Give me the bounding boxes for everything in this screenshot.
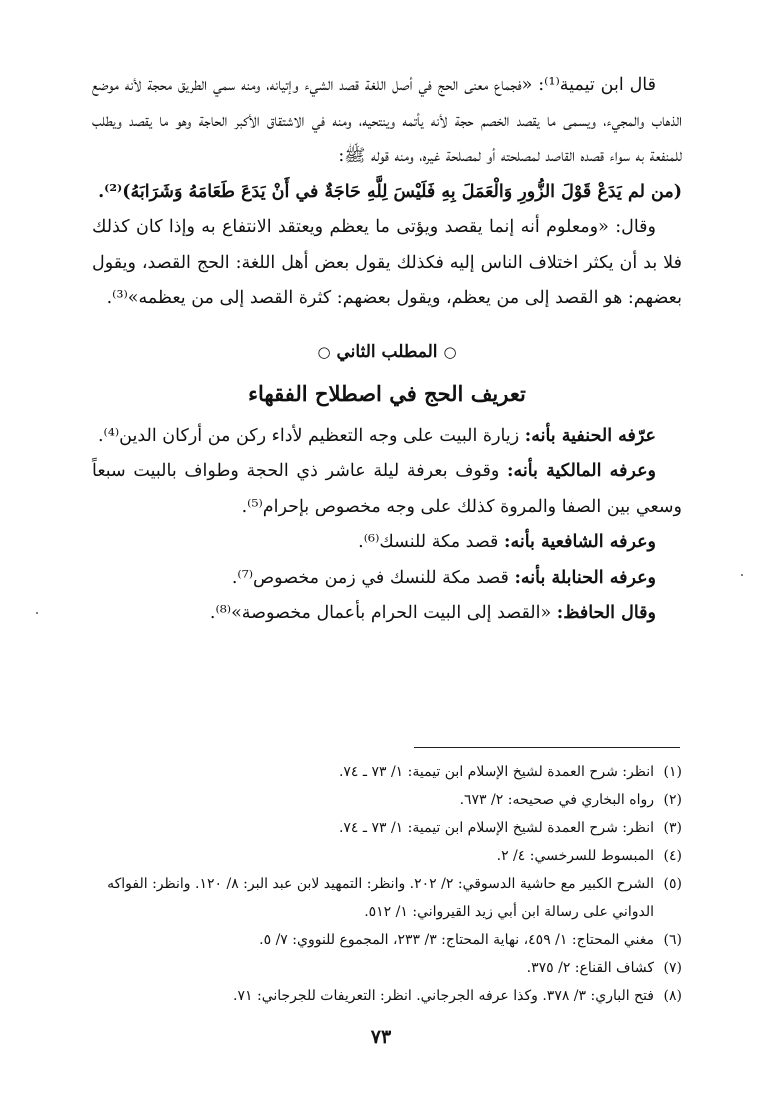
footnote-item <box>62 842 682 870</box>
main-text <box>92 68 682 632</box>
footnote-text: رواه البخاري في صحيحه: ٢/ ٦٧٣. <box>459 792 654 808</box>
ring-ornament-icon: ○ <box>317 342 331 361</box>
footnote-item <box>62 926 682 954</box>
definition-maliki <box>92 454 682 525</box>
footnote-item <box>62 982 682 1010</box>
paragraph-ibn-taymiyya: قال ابن تيمية⁽¹⁾: «فجماع معنى الحج في أصل اللغة قصد الشيء وإتيانه، ومنه سمي الطريق محجة لأنه موضع الذهاب والمجيء، ويسمى ما يقصد الخصم حجة لأنه يأتمه وينتحيه، ومنه في الاشتقاق الأكبر الحاجة وهو ما يقصد ويطلب للمنفعة به سواء قصده القاصد لمصلحته أو لمصلحة غيره، ومنه قوله ﷺ: <box>92 75 682 166</box>
ring-ornament-icon: ○ <box>443 342 457 361</box>
page-number: ٧٣ <box>370 1026 392 1048</box>
subheading-label: المطلب الثاني <box>336 341 438 362</box>
definition-lead: وعرفه الحنابلة بأنه: <box>514 567 656 588</box>
footnote-number: (٦) <box>663 932 682 948</box>
footnote-number: (١) <box>663 764 682 780</box>
footnote-text: كشاف القناع: ٢/ ٣٧٥. <box>526 960 654 976</box>
footnote-text: الشرح الكبير مع حاشية الدسوقي: ٢/ ٢٠٢. وانظر: التمهيد لابن عبد البر: ٨/ ١٢٠. وانظر: الفواكه الدواني على رسالة ابن أبي زيد القيرواني: ١/ ٥١٢. <box>107 876 654 920</box>
footnote-text: انظر: شرح العمدة لشيخ الإسلام ابن تيمية: ١/ ٧٣ ـ ٧٤. <box>338 820 654 836</box>
paragraph-second-quote: وقال: «ومعلوم أنه إنما يقصد ويؤتى ما يعظم ويعتقد الانتفاع به وإذا كان كذلك فلا بد أن يكثر اختلاف الناس إليه فكذلك يقول بعض أهل اللغة: الحج القصد، ويقول بعضهم: هو القصد إلى من يعظم، ويقول بعضهم: كثرة القصد إلى من يعظمه»⁽³⁾. <box>92 217 682 308</box>
footnote-item <box>62 758 682 786</box>
footnote-text: انظر: شرح العمدة لشيخ الإسلام ابن تيمية: ١/ ٧٣ ـ ٧٤. <box>338 764 654 780</box>
footnote-number: (٥) <box>663 876 682 892</box>
scan-speck <box>741 574 743 576</box>
footnote-number: (٤) <box>663 848 682 864</box>
scan-speck <box>36 612 38 614</box>
footnote-item <box>62 870 682 926</box>
definition-lead: وعرفه الشافعية بأنه: <box>503 532 656 552</box>
footnote-separator <box>414 747 680 748</box>
footnote-item <box>62 954 682 982</box>
definition-lead: وعرفه المالكية بأنه: <box>507 461 656 481</box>
footnote-number: (٢) <box>663 792 682 808</box>
footnotes-list <box>62 758 682 1010</box>
footnote-text: المبسوط للسرخسي: ٤/ ٢. <box>496 848 654 864</box>
footnote-item <box>62 786 682 814</box>
footnote-text: مغني المحتاج: ١/ ٤٥٩، نهاية المحتاج: ٣/ ٢٣٣، المجموع للنووي: ٧/ ٥. <box>259 932 654 948</box>
footnote-item <box>62 814 682 842</box>
definition-hafiz <box>92 596 682 632</box>
footnote-number: (٨) <box>663 988 682 1004</box>
definition-text: قصد مكة للنسك⁽⁶⁾. <box>358 532 499 552</box>
definition-text: «القصد إلى البيت الحرام بأعمال مخصوصة»⁽⁸⁾. <box>209 603 552 623</box>
definition-text: زيارة البيت على وجه التعظيم لأداء ركن من أركان الدين⁽⁴⁾. <box>97 425 520 446</box>
footnote-number: (٣) <box>663 820 682 836</box>
definition-hanafi <box>92 419 682 455</box>
footnote-text: فتح الباري: ٣/ ٣٧٨. وكذا عرفه الجرجاني. انظر: التعريفات للجرجاني: ٧١. <box>233 988 654 1004</box>
section-heading: تعريف الحج في اصطلاح الفقهاء <box>248 380 526 406</box>
section-subheading <box>92 339 682 365</box>
definition-text: قصد مكة للنسك في زمن مخصوص⁽⁷⁾. <box>231 567 509 588</box>
definition-lead: وقال الحافظ: <box>556 603 656 623</box>
footnote-number: (٧) <box>663 960 682 976</box>
definition-text: وقوف بعرفة ليلة عاشر ذي الحجة وطواف بالبيت سبعاً وسعي بين الصفا والمروة كذلك على وجه مخصوص بإحرام⁽⁵⁾. <box>92 461 682 517</box>
hadith-quote: (من لم يَدَعْ قَوْلَ الزُّورِ وَالْعَمَلَ بِهِ فَلَيْسَ لِلَّهِ حَاجَةٌ في أَنْ يَدَعَ طَعَامَهُ وَشَرَابَهُ)⁽²⁾. <box>98 181 682 202</box>
definition-hanbali <box>92 561 682 597</box>
definition-shafii <box>92 525 682 561</box>
definition-lead: عرّفه الحنفية بأنه: <box>524 425 656 446</box>
